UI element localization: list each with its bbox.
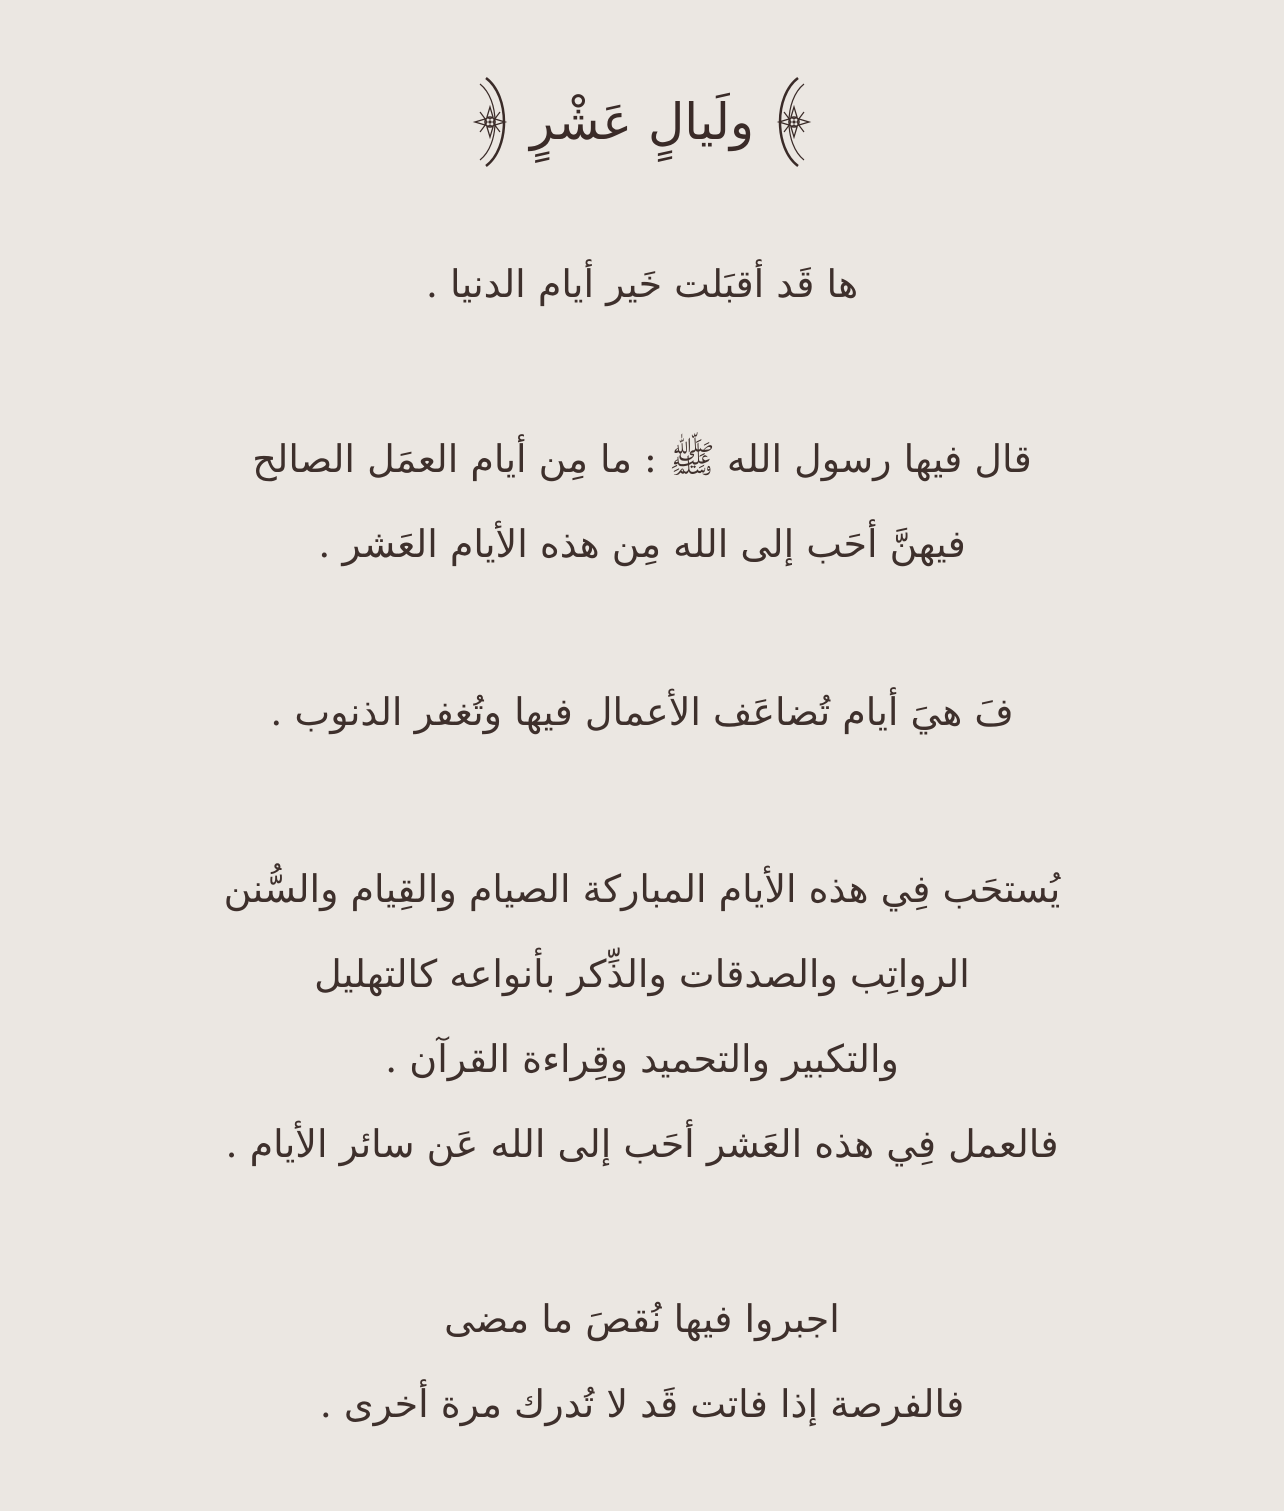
recommended-line-4: فالعمل فِي هذه العَشر أحَب إلى الله عَن سائر الأيام . (225, 1122, 1059, 1166)
intro-line: ها قَد أقبَلت خَير أيام الدنيا . (425, 262, 859, 306)
title-header (0, 62, 1284, 182)
hadith-line-1: قال فيها رسول الله ﷺ : ما مِن أيام العمَل الصالح (252, 437, 1032, 481)
ornament-left-icon (460, 72, 524, 172)
recommended-line-3: والتكبير والتحميد وقِراءة القرآن . (385, 1037, 899, 1081)
closing-line-2: فالفرصة إذا فاتت قَد لا تُدرك مرة أخرى . (319, 1382, 965, 1426)
hadith-line-2: فيهنَّ أحَب إلى الله مِن هذه الأيام العَشر . (318, 522, 966, 566)
closing-line-1: اجبروا فيها نُقصَ ما مضى (444, 1297, 840, 1341)
virtue-line: فَ هيَ أيام تُضاعَف الأعمال فيها وتُغفر الذنوب . (270, 690, 1014, 734)
recommended-line-2: الرواتِب والصدقات والذِّكر بأنواعه كالتهليل (314, 952, 970, 996)
recommended-line-1: يُستحَب فِي هذه الأيام المباركة الصيام والقِيام والسُّنن (223, 867, 1061, 911)
page-title: ولَيالٍ عَشْرٍ (530, 93, 754, 151)
ornament-right-icon (760, 72, 824, 172)
